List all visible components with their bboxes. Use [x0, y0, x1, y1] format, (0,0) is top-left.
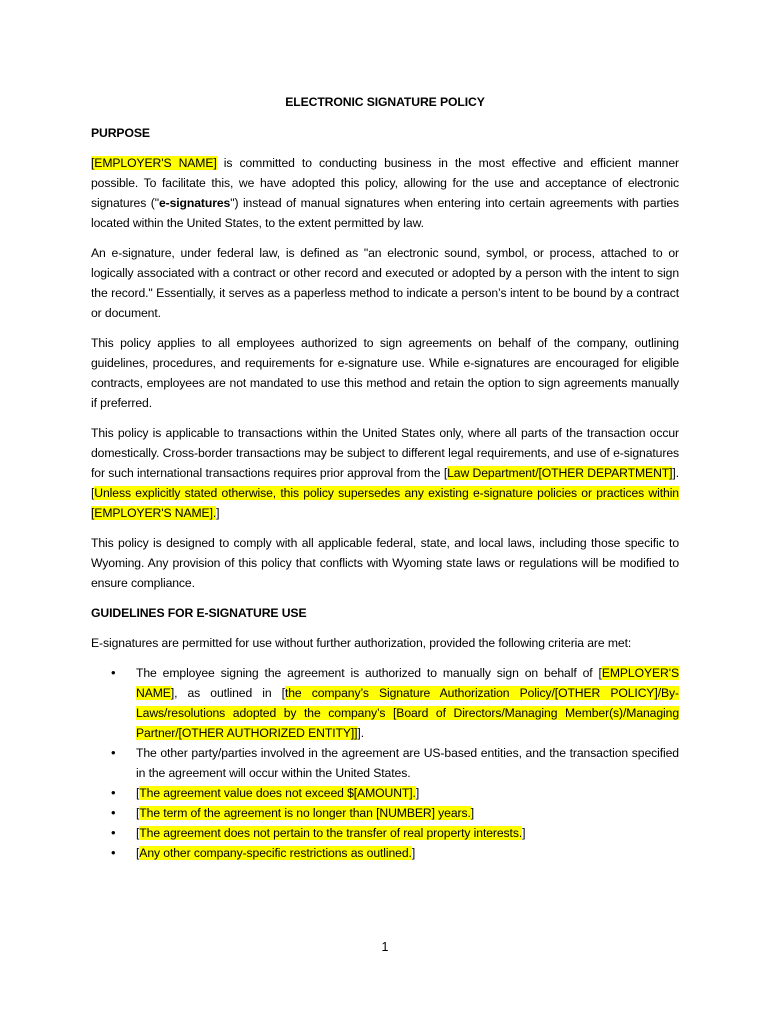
list-item	[91, 803, 679, 823]
paragraph-intro	[91, 153, 679, 233]
bracket-open: [	[136, 826, 140, 840]
paragraph-text: ]. [	[91, 466, 679, 500]
defined-term: e-signatures	[158, 196, 231, 210]
real-property-placeholder[interactable]: The agreement does not pertain to the transfer of real property interests.	[139, 826, 523, 840]
list-item	[91, 823, 679, 843]
criteria-list	[91, 663, 679, 863]
authorization-policy-placeholder[interactable]: the company’s Signature Authorization Policy/[OTHER POLICY]/By-Laws/resolutions adopted by the company’s [Board of Directors/Managing Member(s)/Managing Partner/[OTHER AUTHORIZED ENTITY]]	[136, 686, 679, 740]
list-item: • The other party/parties involved in the agreement are US-based entities, and the transaction specified in the agreement will occur within the United States.	[91, 743, 679, 783]
list-item	[91, 663, 679, 743]
purpose-heading: PURPOSE	[91, 126, 150, 140]
department-placeholder[interactable]: Law Department/[OTHER DEPARTMENT]	[447, 466, 673, 480]
paragraph-criteria: E-signatures are permitted for use without further authorization, provided the following criteria are met:	[91, 636, 632, 650]
amount-placeholder[interactable]: The agreement value does not exceed $[AMOUNT].	[139, 786, 416, 800]
guidelines-heading: GUIDELINES FOR E-SIGNATURE USE	[91, 606, 307, 620]
supersede-clause-placeholder[interactable]: Unless explicitly stated otherwise, this policy supersedes any existing e-signature policies or practices within [EMPLOYER'S NAME].	[91, 486, 679, 520]
other-restrictions-placeholder[interactable]: Any other company-specific restrictions as outlined.	[139, 846, 412, 860]
paragraph-text: is committed to conducting business in the most effective and efficient manner possible. To facilitate this, we have adopted this policy, allowing for the use and acceptance of electronic signatures ("	[91, 156, 679, 210]
paragraph-text: ") instead of manual signatures when entering into certain agreements with parties located within the United States, to the extent permitted by law.	[91, 196, 680, 230]
term-placeholder[interactable]: The term of the agreement is no longer than [NUMBER] years.	[139, 806, 471, 820]
bracket-open: [	[136, 846, 140, 860]
bracket-close: ]	[470, 806, 475, 820]
document-body	[91, 92, 679, 863]
bracket-close: ]	[415, 786, 420, 800]
document-title: ELECTRONIC SIGNATURE POLICY	[285, 95, 485, 109]
paragraph-definition: An e-signature, under federal law, is defined as "an electronic sound, symbol, or process, attached to or logically associated with a contract or other record and executed or adopted by a person with the intent to sign the record." Essentially, it serves as a paperless method to indicate a person’s intent to be bound by a contract or document.	[91, 246, 679, 320]
bracket-close: ]	[411, 846, 416, 860]
bracket-close: ]	[522, 826, 526, 840]
list-item	[91, 843, 679, 863]
list-item	[91, 783, 679, 803]
employer-name-placeholder[interactable]: [EMPLOYER'S NAME]	[91, 156, 217, 170]
paragraph-text: This policy is applicable to transactions within the United States only, where all parts of the transaction occur domestically. Cross-border transactions may be subject to different legal requirements, and use of e-signatures for such international transactions requires prior approval from the [	[91, 426, 679, 480]
paragraph-compliance: This policy is designed to comply with all applicable federal, state, and local laws, including those specific to Wyoming. Any provision of this policy that conflicts with Wyoming state laws or regulations will be modified to ensure compliance.	[91, 536, 679, 590]
list-item-text: The employee signing the agreement is authorized to manually sign on behalf of [	[136, 666, 602, 680]
bracket-open: [	[136, 806, 140, 820]
page-number: 1	[381, 940, 389, 954]
paragraph-scope: This policy applies to all employees authorized to sign agreements on behalf of the company, outlining guidelines, procedures, and requirements for e-signature use. While e-signatures are encouraged for eligible contracts, employees are not mandated to use this method and retain the option to sign agreements manually if preferred.	[91, 336, 679, 410]
list-item-text: ].	[357, 726, 364, 740]
paragraph-domestic	[91, 423, 679, 523]
employer-name-placeholder[interactable]: EMPLOYER'S NAME	[136, 666, 679, 700]
paragraph-text: ]	[216, 506, 220, 520]
bracket-open: [	[136, 786, 140, 800]
list-item-text: ], as outlined in [	[170, 686, 285, 700]
